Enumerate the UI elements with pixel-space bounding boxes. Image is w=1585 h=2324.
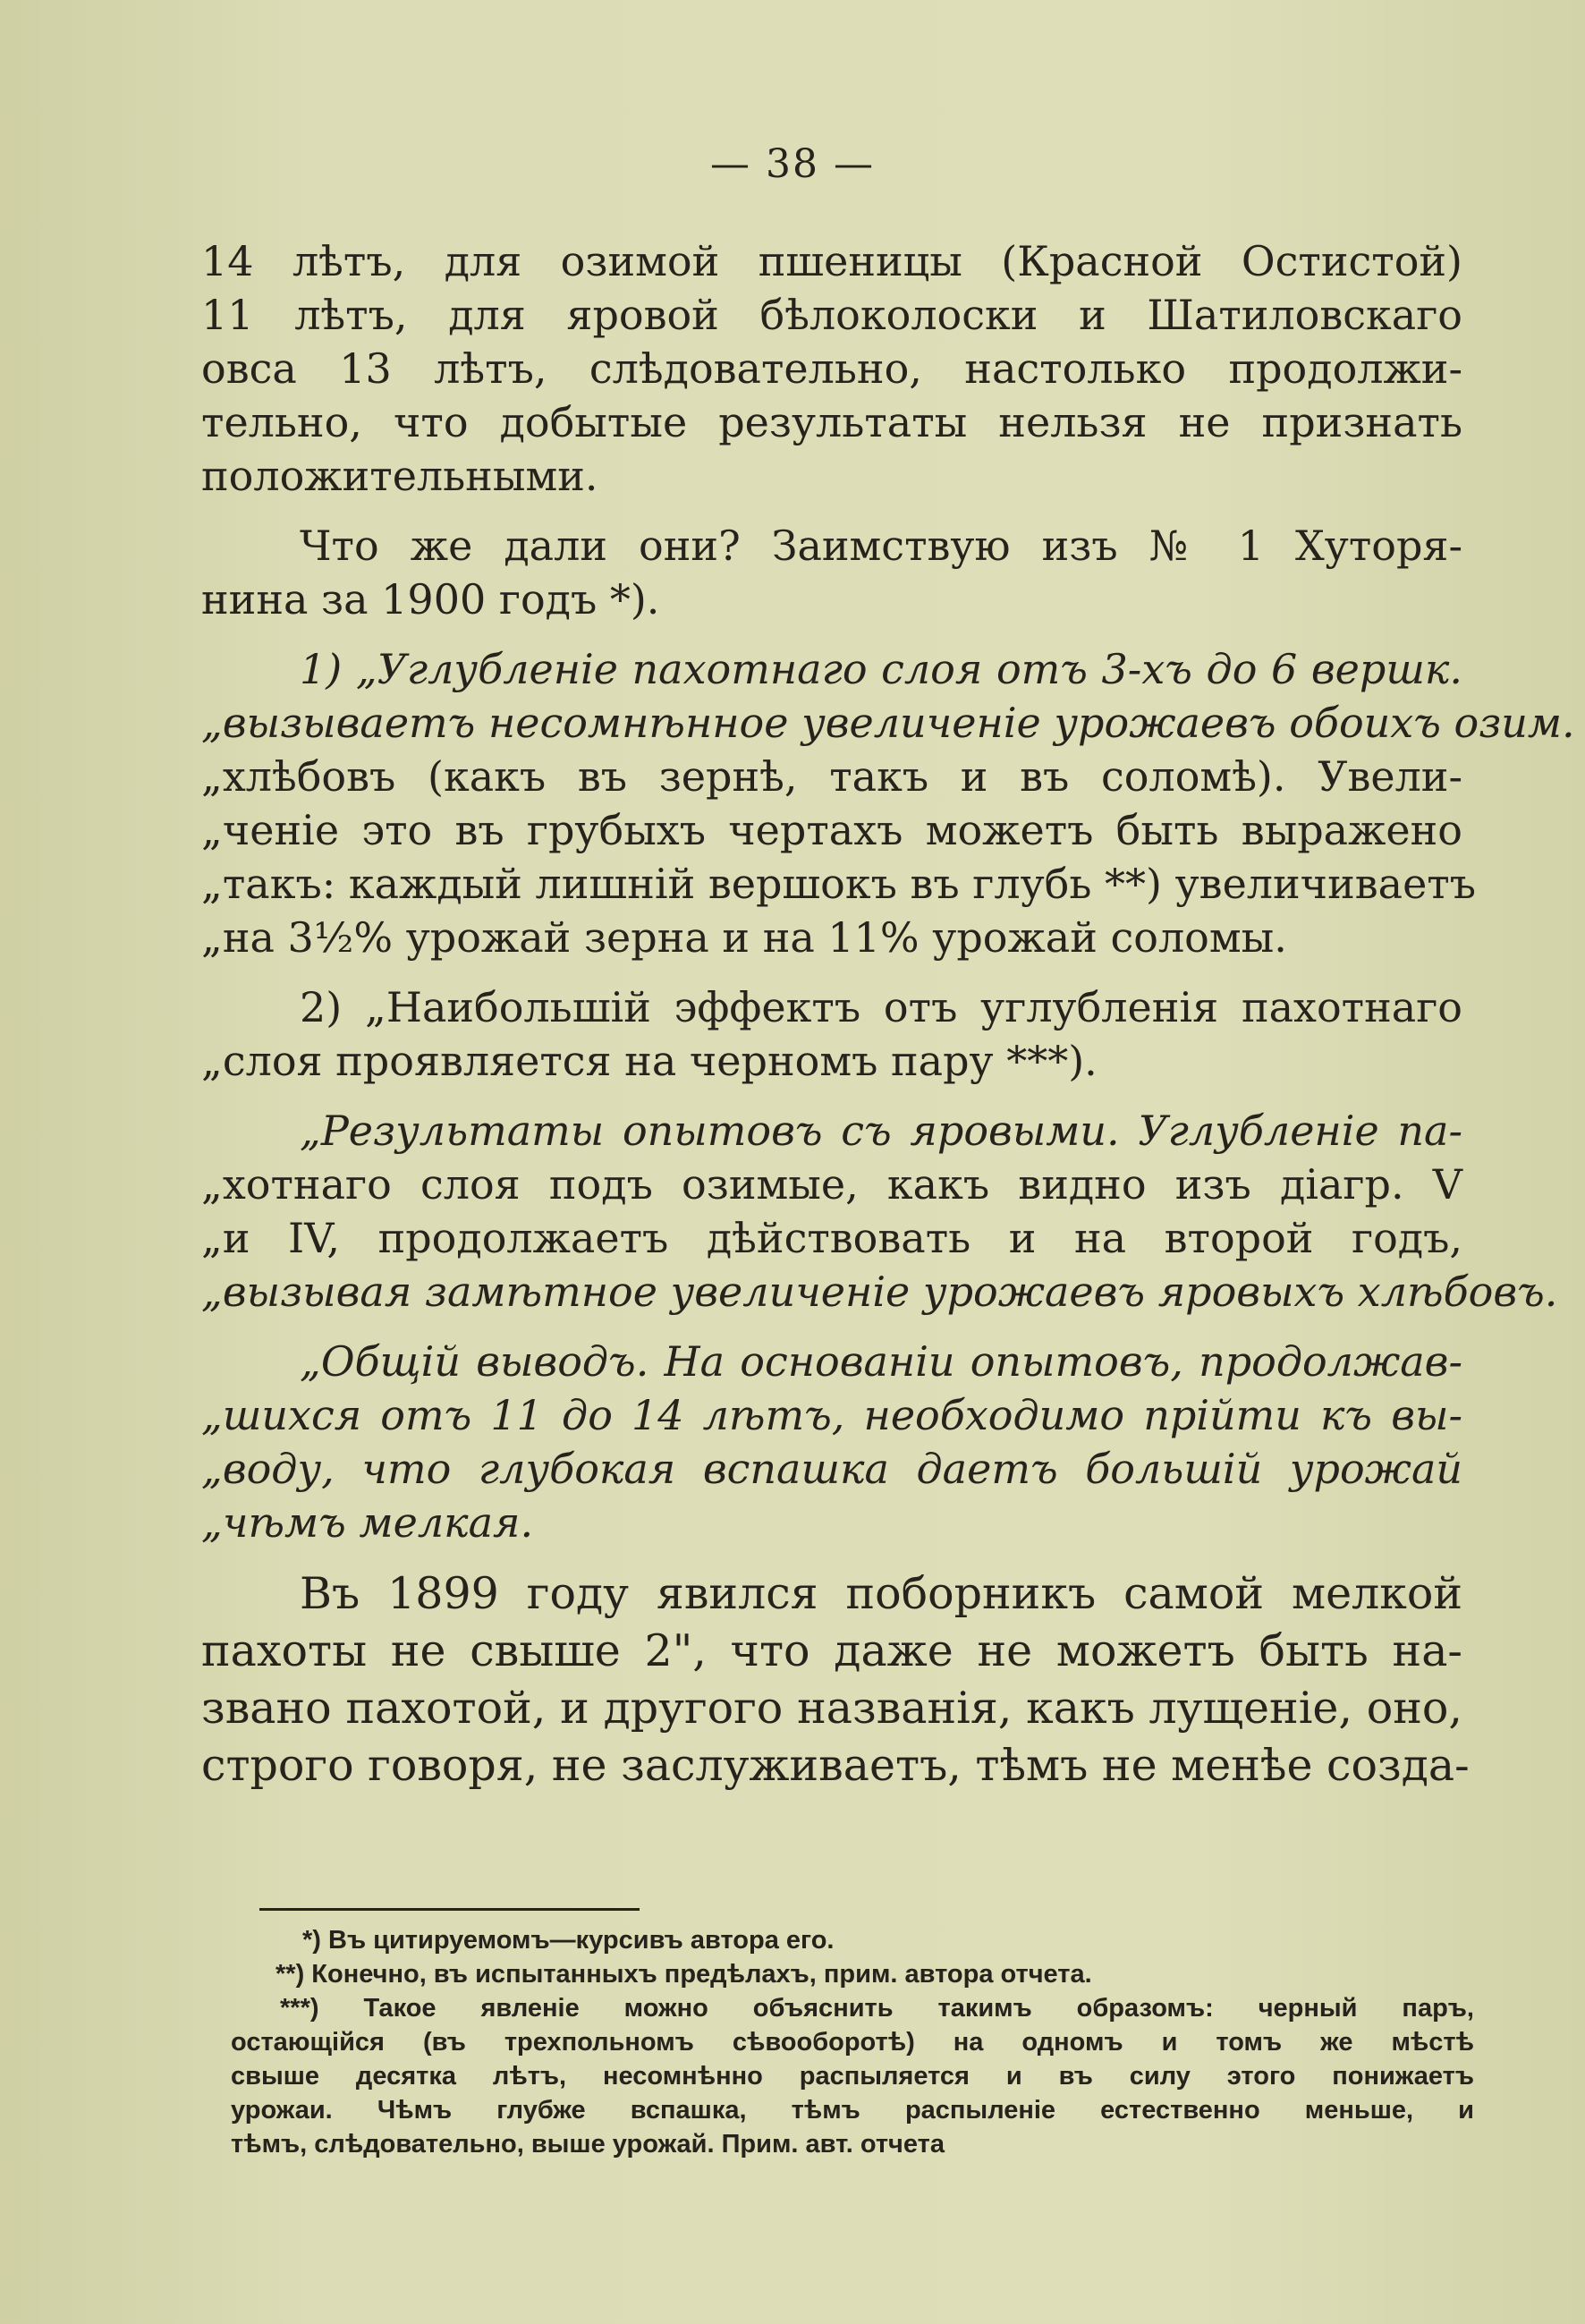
paragraph-line: пахоты не свыше 2", что даже не можетъ быть на- (201, 1625, 1462, 1676)
footnote-line: *) Въ цитируемомъ—курсивъ автора его. (302, 1926, 835, 1955)
footnote-line: **) Конечно, въ испытанныхъ предѣлахъ, прим. автора отчета. (275, 1960, 1092, 1989)
quote-line: „Результаты опытовъ съ яровыми. Углубленіе па- (300, 1107, 1462, 1155)
paragraph-line: тельно, что добытые результаты нельзя не признать (201, 398, 1462, 446)
footnote-line: урожаи. Чѣмъ глубже вспашка, тѣмъ распыленіе естественно меньше, и (231, 2096, 1474, 2125)
paragraph-line: нина за 1900 годъ *). (201, 575, 660, 623)
paragraph-line: овса 13 лѣтъ, слѣдовательно, настолько продолжи- (201, 344, 1462, 393)
quote-line: „ченіе это въ грубыхъ чертахъ можетъ быть выражено (201, 806, 1462, 854)
quote-line: „вызывая замѣтное увеличеніе урожаевъ яровыхъ хлѣбовъ. (201, 1268, 1558, 1316)
paragraph-line: звано пахотой, и другого названія, какъ лущеніе, оно, (201, 1683, 1462, 1734)
paragraph-line: 14 лѣтъ, для озимой пшеницы (Красной Остистой) (201, 237, 1462, 285)
quote-line: „воду, что глубокая вспашка даетъ большій урожай (201, 1445, 1462, 1493)
footnote-line: тѣмъ, слѣдовательно, выше урожай. Прим. авт. отчета (231, 2130, 945, 2159)
paragraph-line: положительными. (201, 452, 598, 500)
quote-line: „хотнаго слоя подъ озимые, какъ видно изъ діагр. V (201, 1160, 1462, 1209)
paragraph-line: строго говоря, не заслуживаетъ, тѣмъ не менѣе созда- (201, 1740, 1470, 1791)
footnote-divider (259, 1908, 640, 1911)
body-text (201, 234, 1575, 1794)
quote-line: „на 3½% урожай зерна и на 11% урожай соломы. (201, 913, 1287, 962)
quote-line: „такъ: каждый лишній вершокъ въ глубь **) увеличиваетъ (201, 860, 1477, 908)
footnote-line: свыше десятка лѣтъ, несомнѣнно распыляется и въ силу этого понижаетъ (231, 2062, 1474, 2091)
quote-line: 1) „Углубленіе пахотнаго слоя отъ 3-хъ до 6 вершк. (300, 645, 1462, 693)
quote-line: 2) „Наибольшій эффектъ отъ углубленія пахотнаго (300, 983, 1462, 1031)
paragraph-line: Что же дали они? Заимствую изъ № 1 Хуторя- (300, 522, 1462, 570)
paragraph-line: 11 лѣтъ, для яровой бѣлоколоски и Шатиловскаго (201, 291, 1462, 339)
quote-line: „вызываетъ несомнѣнное увеличеніе урожаевъ обоихъ озим. (201, 699, 1575, 747)
quote-line: „хлѣбовъ (какъ въ зернѣ, такъ и въ соломѣ). Увели- (201, 752, 1462, 801)
quote-line: „чѣмъ мелкая. (201, 1498, 534, 1547)
quote-line: „шихся отъ 11 до 14 лѣтъ, необходимо прійти къ вы- (201, 1391, 1462, 1439)
footnotes (231, 1923, 1474, 2161)
quote-line: „и IV, продолжаетъ дѣйствовать и на второй годъ, (201, 1214, 1462, 1262)
footnote-line: ***) Такое явленіе можно объяснить такимъ образомъ: черный паръ, (280, 1994, 1474, 2023)
footnote-line: остающійся (въ трехпольномъ сѣвооборотѣ) на одномъ и томъ же мѣстѣ (231, 2028, 1474, 2057)
quote-line: „слоя проявляется на черномъ пару ***). (201, 1037, 1098, 1085)
page-number: — 38 — (710, 141, 875, 187)
quote-line: „Общій выводъ. На основаніи опытовъ, продолжав- (300, 1337, 1462, 1386)
paragraph-line: Въ 1899 году явился поборникъ самой мелкой (300, 1568, 1462, 1619)
